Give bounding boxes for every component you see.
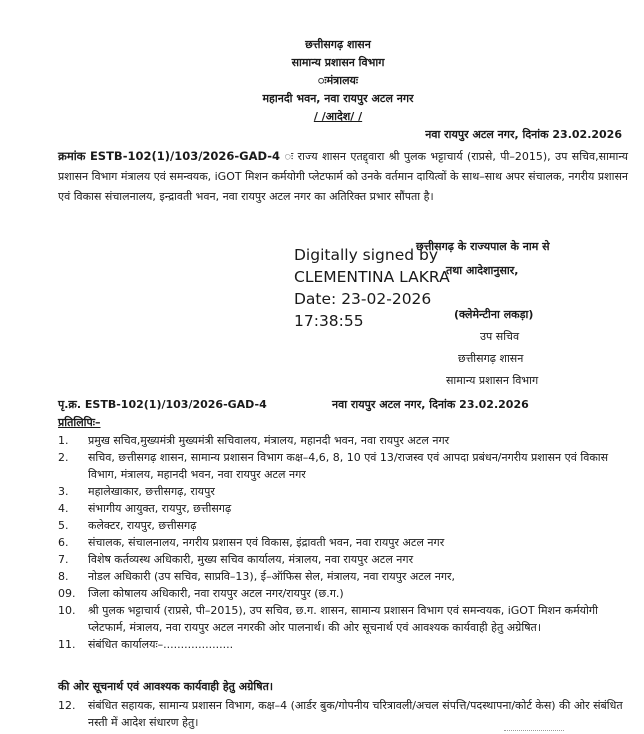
list-item-text: संबंधित सहायक, सामान्य प्रशासन विभाग, कक्ष–4 (आर्डर बुक/गोपनीय चरित्रावली/अचल संपत्ति/पदस्थापना/कोर्ट केस) की ओर संबंधित नस्ती में आदेश संधारण हेतु। — [88, 699, 623, 729]
list-item-text: प्रमुख सचिव,मुख्यमंत्री मुख्यमंत्री सचिवालय, मंत्रालय, महानदी भवन, नवा रायपुर अटल नगर — [88, 434, 450, 447]
govt-heading: छत्तीसगढ़ शासन — [305, 38, 371, 51]
endorsement-date: नवा रायपुर अटल नगर, दिनांक 23.02.2026 — [332, 398, 529, 411]
list-item-number: 1. — [58, 434, 69, 447]
signatory-order: तथा आदेशानुसार, — [446, 264, 519, 277]
list-item-number: 6. — [58, 536, 69, 549]
copy-heading: प्रतिलिपिः– — [58, 416, 101, 429]
list-item-number: 12. — [58, 699, 76, 712]
digital-signature — [294, 244, 450, 332]
list-item-text: जिला कोषालय अधिकारी, नवा रायपुर अटल नगर/रायपुर (छ.ग.) — [88, 587, 344, 600]
list-item-number: 8. — [58, 570, 69, 583]
list-item — [58, 585, 632, 602]
forwarding-line: की ओर सूचनार्थ एवं आवश्यक कार्यवाही हेतु अग्रेषित। — [58, 680, 274, 693]
list-item — [58, 483, 632, 500]
list-item-text: संचालक, संचालनालय, नगरीय प्रशासन एवं विकास, इंद्रावती भवन, नवा रायपुर अटल नगर — [88, 536, 445, 549]
order-date: नवा रायपुर अटल नगर, दिनांक 23.02.2026 — [425, 128, 622, 141]
endorsement-ref-number: ESTB-102(1)/103/2026-GAD-4 — [84, 398, 267, 411]
list-item — [58, 602, 632, 636]
list-item-text: कलेक्टर, रायपुर, छत्तीसगढ़ — [88, 519, 197, 532]
order-number: ESTB-102(1)/103/2026-GAD-4 — [89, 149, 281, 163]
list-item-number: 7. — [58, 553, 69, 566]
signatory-name: (क्लेमेन्टीना लकड़ा) — [454, 308, 534, 321]
list-item-text: संभागीय आयुक्त, रायपुर, छत्तीसगढ़ — [88, 502, 232, 515]
digital-signature-line1: Digitally signed by — [294, 246, 439, 264]
list-item-text: विशेष कर्तव्यस्थ अधिकारी, मुख्य सचिव कार्यालय, मंत्रालय, नवा रायपुर अटल नगर — [88, 553, 414, 566]
ministry-heading: ःमंत्रालयः — [317, 74, 359, 87]
list-item-text: सचिव, छत्तीसगढ़ शासन, सामान्य प्रशासन विभाग कक्ष–4,6, 8, 10 एवं 13/राजस्व एवं आपदा प्रबंधन/नगरीय प्रशासन एवं विकास विभाग, मंत्रालय, महानदी भवन, नवा रायपुर अटल नगर — [88, 451, 609, 481]
list-item-number: 2. — [58, 451, 69, 464]
list-item-number: 3. — [58, 485, 69, 498]
signatory-govt: छत्तीसगढ़ शासन — [458, 352, 524, 365]
list-item — [58, 636, 632, 653]
list-item — [58, 551, 632, 568]
endorsement-reference — [58, 398, 267, 412]
endorsement-ref-label: पृ.क्र. — [58, 398, 82, 411]
signatory-designation: उप सचिव — [480, 330, 520, 343]
department-heading: सामान्य प्रशासन विभाग — [291, 56, 385, 69]
order-title: / /आदेश/ / — [313, 110, 363, 123]
list-item-text: श्री पुलक भट्टाचार्य (राप्रसे, पी–2015), उप सचिव, छ.ग. शासन, सामान्य प्रशासन विभाग एवं समन्वयक, iGOT मिशन कर्मयोगी प्लेटफार्म, मंत्रालय, नवा रायपुर अटल नगरकी ओर पालनार्थ। की ओर सूचनार्थ एवं आवश्यक कार्यवाही हेतु अग्रेषित। — [88, 604, 598, 634]
list-item — [58, 449, 632, 483]
list-item-number: 11. — [58, 638, 76, 651]
order-text: ः राज्य शासन एतद्द्वारा श्री पुलक भट्टाचार्य (राप्रसे, पी–2015), उप सचिव,सामान्य प्रशासन विभाग मंत्रालय एवं समन्वयक, iGOT मिशन कर्मयोगी प्लेटफार्म को उनके वर्तमान दायित्वों के साथ–साथ अपर संचालक, नगरीय प्रशासन एवं विकास संचालनालय, इन्द्रावती भवन, नवा रायपुर अटल नगर का अतिरिक्त प्रभार सौंपता है। — [58, 150, 628, 203]
signatory-authority: छत्तीसगढ़ के राज्यपाल के नाम से — [416, 240, 550, 253]
list-item — [58, 517, 632, 534]
list-item-number: 4. — [58, 502, 69, 515]
list-item — [58, 432, 632, 449]
list-item-number: 09. — [58, 587, 76, 600]
list-item-text: संबंधित कार्यालयः–.................... — [88, 638, 234, 651]
list-item — [58, 534, 632, 551]
order-number-label: क्रमांक — [58, 149, 86, 163]
list-item — [58, 568, 632, 585]
list-item-text: नोडल अधिकारी (उप सचिव, साप्रवि–13), ई–ऑफिस सेल, मंत्रालय, नवा रायपुर अटल नगर, — [88, 570, 456, 583]
page-edge-mark — [504, 724, 564, 731]
copy-list — [58, 432, 632, 653]
signatory-department: सामान्य प्रशासन विभाग — [446, 374, 539, 387]
address-heading: महानदी भवन, नवा रायपुर अटल नगर — [262, 92, 414, 105]
order-body — [58, 146, 628, 207]
list-item-text: महालेखाकार, छत्तीसगढ़, रायपुर — [88, 485, 215, 498]
digital-signature-name: CLEMENTINA LAKRA — [294, 268, 450, 286]
list-item-number: 10. — [58, 604, 76, 617]
digital-signature-time: 17:38:55 — [294, 312, 364, 330]
digital-signature-date: Date: 23-02-2026 — [294, 290, 432, 308]
list-item — [58, 500, 632, 517]
list-item-number: 5. — [58, 519, 69, 532]
